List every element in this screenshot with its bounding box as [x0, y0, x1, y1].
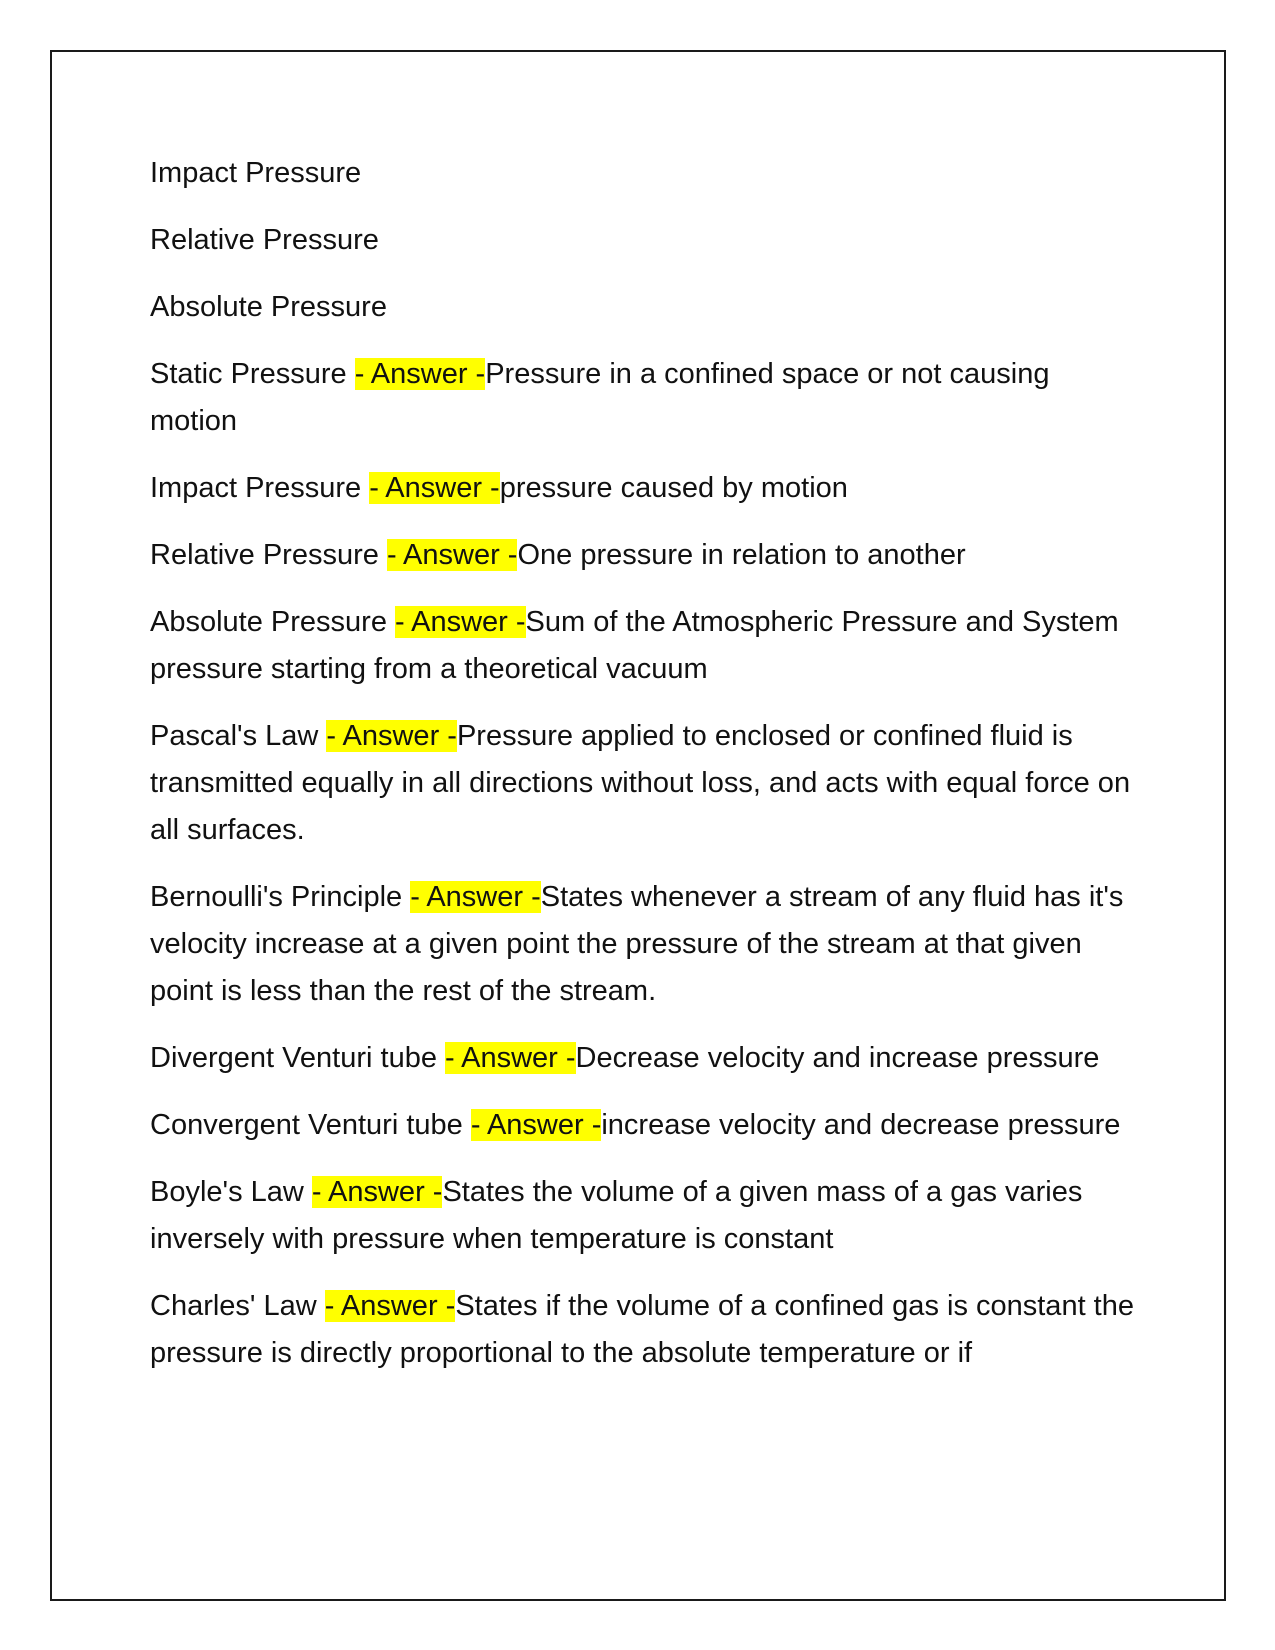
entry-definition: States the volume of a given mass of a gas varies inversely with pressure when temperature is constant: [150, 1176, 1083, 1255]
entry-static-pressure: [150, 351, 1140, 445]
heading-line: Absolute Pressure: [150, 291, 387, 323]
answer-marker: - Answer -: [410, 881, 541, 913]
entry-relative-pressure: [150, 532, 1140, 579]
heading-line: Impact Pressure: [150, 157, 362, 189]
entry-impact-pressure: [150, 465, 1140, 512]
answer-marker: - Answer -: [324, 1290, 456, 1322]
entry-definition: Decrease velocity and increase pressure: [575, 1042, 1100, 1074]
document-body: [150, 150, 1140, 1397]
entry-term: Static Pressure: [150, 358, 355, 390]
heading-line: Relative Pressure: [150, 224, 379, 256]
entry-definition: States whenever a stream of any fluid has it's velocity increase at a given point the pressure of the stream at that given point is less than the rest of the stream.: [150, 881, 1124, 1007]
answer-marker: - Answer -: [395, 606, 526, 638]
entry-definition: Sum of the Atmospheric Pressure and System pressure starting from a theoretical vacuum: [150, 606, 1119, 685]
answer-marker: - Answer -: [369, 472, 500, 504]
entry-absolute-pressure: [150, 599, 1140, 693]
answer-marker: - Answer -: [326, 720, 457, 752]
answer-marker: - Answer -: [354, 358, 486, 390]
entry-definition: Pressure in a confined space or not causing motion: [150, 358, 1050, 437]
entry-definition: Pressure applied to enclosed or confined fluid is transmitted equally in all directions without loss, and acts with equal force on all surfaces.: [150, 720, 1131, 846]
entry-definition: States if the volume of a confined gas is constant the pressure is directly proportional to the absolute temperature or if: [150, 1290, 1134, 1369]
answer-marker: - Answer -: [311, 1176, 443, 1208]
entry-bernoullis-principle: [150, 874, 1140, 1015]
entry-convergent-venturi: [150, 1102, 1140, 1149]
entry-boyles-law: [150, 1169, 1140, 1263]
entry-term: Pascal's Law: [150, 720, 327, 752]
entry-definition: One pressure in relation to another: [517, 539, 966, 571]
entry-term: Divergent Venturi tube: [150, 1042, 446, 1074]
entry-term: Boyle's Law: [150, 1176, 312, 1208]
answer-marker: - Answer -: [386, 539, 518, 571]
entry-term: Relative Pressure: [150, 539, 387, 571]
entry-term: Absolute Pressure: [150, 606, 396, 638]
entry-definition: increase velocity and decrease pressure: [601, 1109, 1121, 1141]
answer-marker: - Answer -: [445, 1042, 576, 1074]
entry-divergent-venturi: [150, 1035, 1140, 1082]
entry-charles-law: [150, 1283, 1140, 1377]
entry-definition: pressure caused by motion: [499, 472, 848, 504]
entry-term: Bernoulli's Principle: [150, 881, 411, 913]
entry-term: Convergent Venturi tube: [150, 1109, 471, 1141]
entry-term: Impact Pressure: [150, 472, 370, 504]
entry-term: Charles' Law: [150, 1290, 325, 1322]
answer-marker: - Answer -: [470, 1109, 602, 1141]
entry-pascals-law: [150, 713, 1140, 854]
